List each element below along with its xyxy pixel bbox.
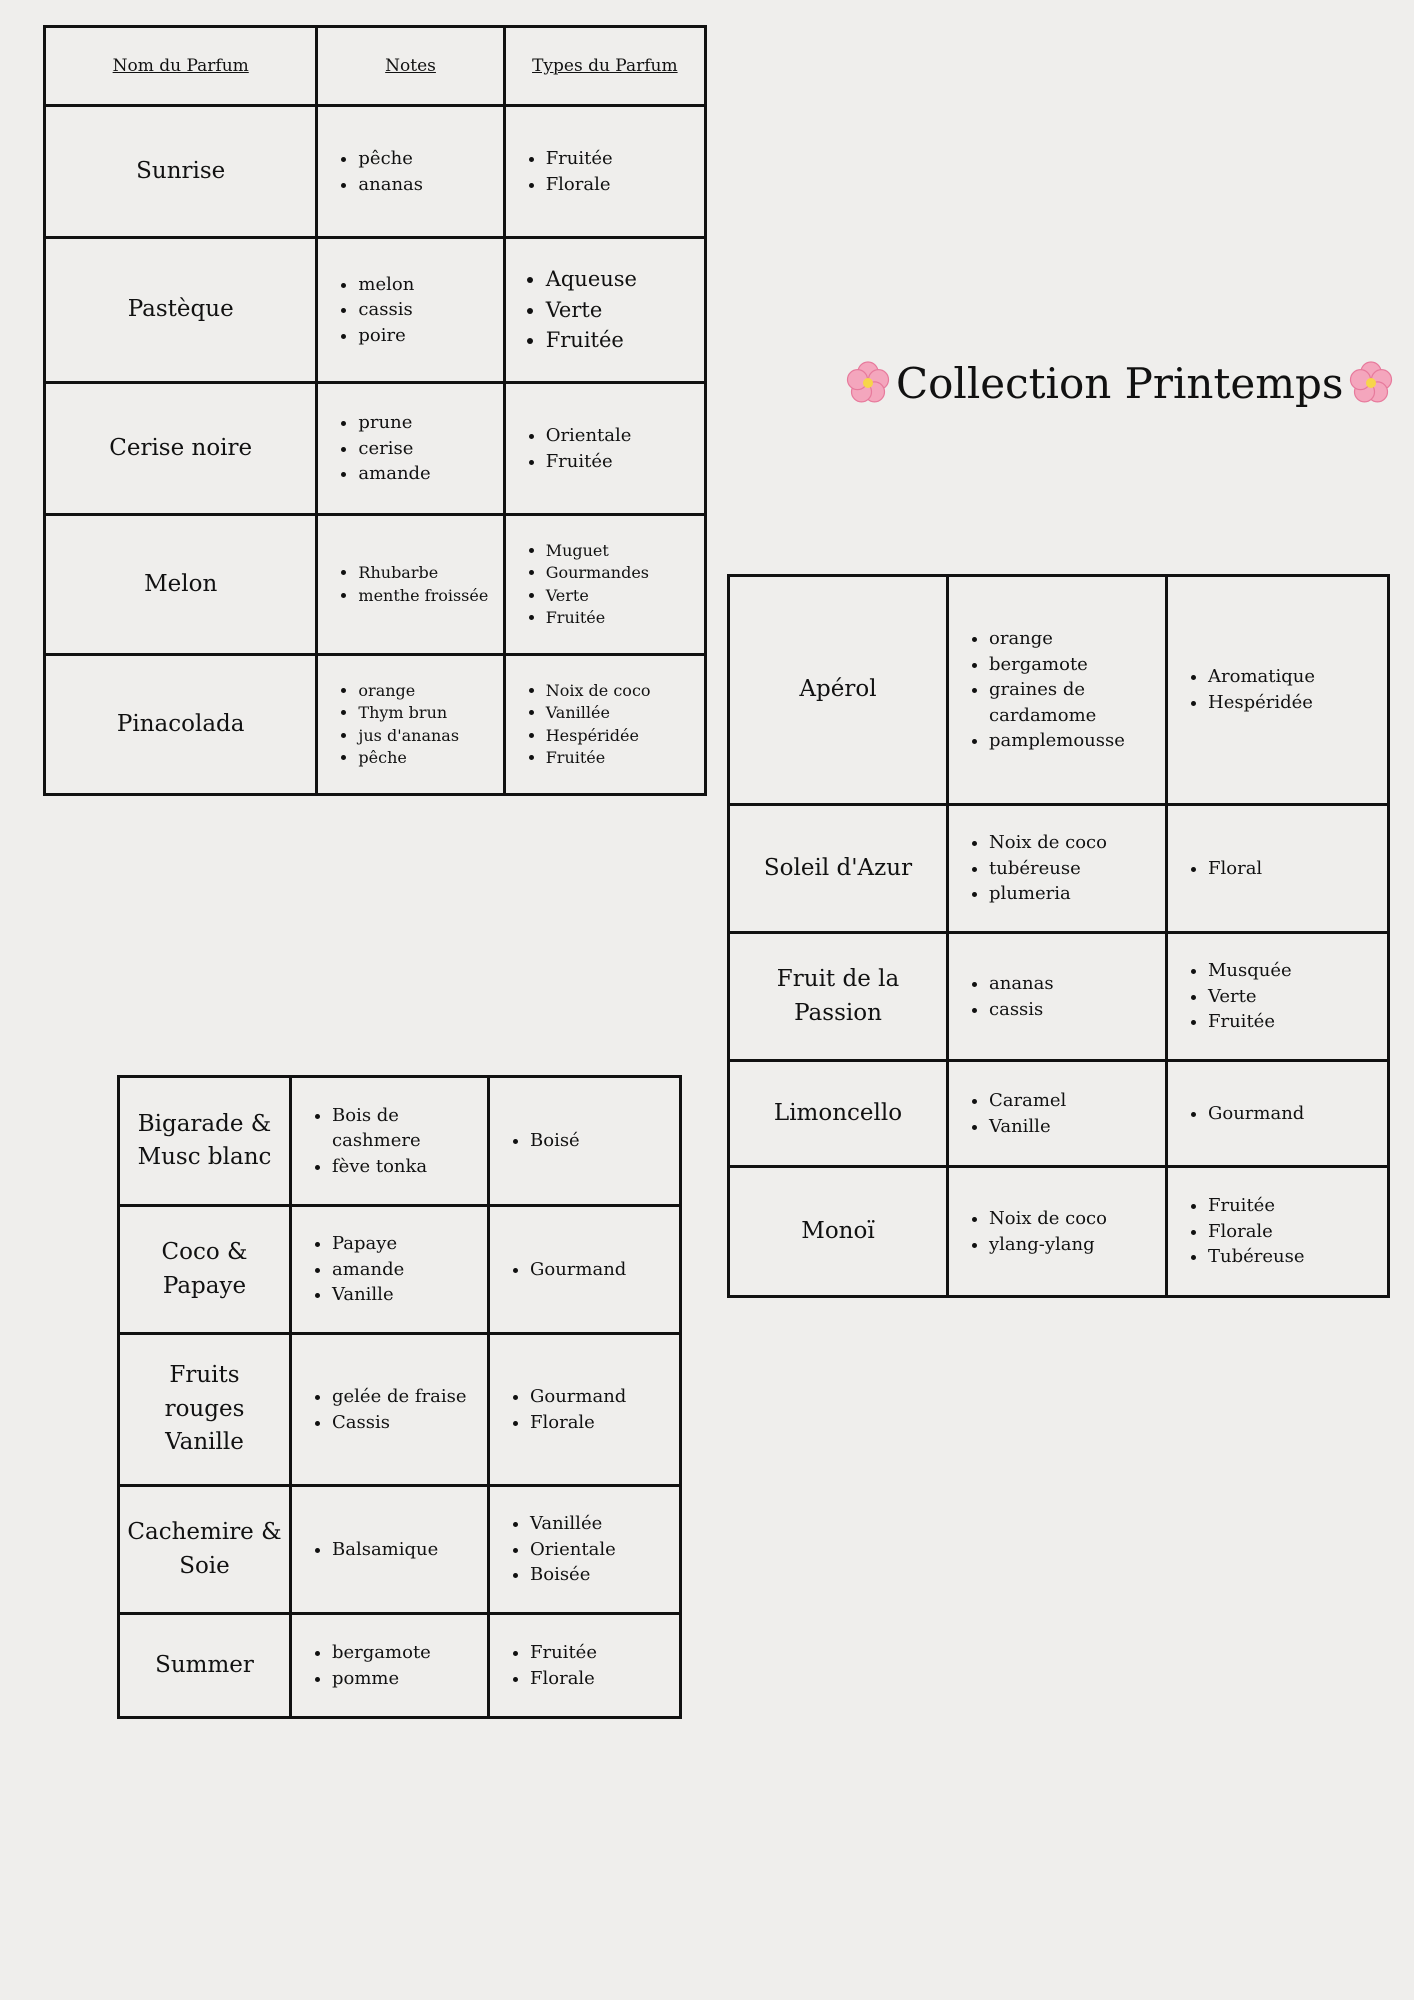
list-item: • pêche	[358, 747, 496, 769]
notes-cell	[291, 1486, 489, 1614]
list-item: • melon	[358, 272, 496, 298]
types-list	[1174, 1193, 1381, 1270]
list-item: • fève tonka	[332, 1154, 481, 1180]
table-row	[45, 383, 706, 515]
perfume-table-2	[727, 574, 1390, 1298]
list-item: • Caramel	[989, 1088, 1159, 1114]
list-item: • Verte	[546, 295, 698, 325]
list-item: • Noix de coco	[546, 680, 698, 702]
types-list	[1174, 664, 1381, 715]
perfume-table-1	[43, 25, 707, 796]
perfume-name: Fruit de la Passion	[729, 933, 948, 1061]
types-list	[1174, 856, 1381, 882]
list-item: • pêche	[358, 146, 496, 172]
notes-list	[298, 1537, 481, 1563]
perfume-name: Limoncello	[729, 1061, 948, 1167]
cherry-blossom-icon	[1349, 361, 1393, 405]
list-item: • Noix de coco	[989, 830, 1159, 856]
types-list	[1174, 1101, 1381, 1127]
notes-list	[955, 1206, 1159, 1257]
list-item: • Musquée	[1208, 958, 1381, 984]
list-item: • Thym brun	[358, 702, 496, 724]
notes-list	[324, 410, 496, 487]
list-item: • Muguet	[546, 540, 698, 562]
notes-cell	[291, 1334, 489, 1486]
types-list	[496, 1511, 673, 1588]
notes-cell	[948, 933, 1167, 1061]
list-item: • ananas	[989, 971, 1159, 997]
perfume-table-3	[117, 1075, 682, 1719]
list-item: • Vanille	[332, 1282, 481, 1308]
types-list	[512, 423, 698, 474]
list-item: • ananas	[358, 172, 496, 198]
list-item: • pomme	[332, 1666, 481, 1692]
list-item: • Boisé	[530, 1128, 673, 1154]
notes-cell	[291, 1206, 489, 1334]
perfume-name: Summer	[119, 1614, 291, 1718]
list-item: • Vanillée	[530, 1511, 673, 1537]
list-item: • Floral	[1208, 856, 1381, 882]
list-item: • Fruitée	[546, 325, 698, 355]
types-list	[496, 1128, 673, 1154]
notes-list	[955, 1088, 1159, 1139]
list-item: • tubéreuse	[989, 856, 1159, 882]
notes-list	[955, 971, 1159, 1022]
types-cell	[1167, 933, 1389, 1061]
types-cell	[504, 655, 705, 795]
table-header-row	[45, 27, 706, 106]
header-types: Types du Parfum	[504, 27, 705, 106]
list-item: • pamplemousse	[989, 728, 1159, 754]
list-item: • Gourmand	[530, 1384, 673, 1410]
table-row	[45, 106, 706, 238]
types-cell	[504, 383, 705, 515]
table-row	[119, 1486, 681, 1614]
perfume-name: Apérol	[729, 576, 948, 805]
list-item: • Fruitée	[546, 146, 698, 172]
list-item: • Rhubarbe	[358, 562, 496, 584]
perfume-name: Fruits rouges Vanille	[119, 1334, 291, 1486]
list-item: • amande	[332, 1257, 481, 1283]
notes-cell	[317, 655, 504, 795]
list-item: • cassis	[358, 297, 496, 323]
cherry-blossom-icon	[846, 361, 890, 405]
notes-list	[324, 680, 496, 770]
list-item: • Boisée	[530, 1562, 673, 1588]
list-item: • Aromatique	[1208, 664, 1381, 690]
table-row	[45, 655, 706, 795]
types-cell	[504, 515, 705, 655]
list-item: • Fruitée	[546, 607, 698, 629]
list-item: • Gourmand	[1208, 1101, 1381, 1127]
table-row	[119, 1614, 681, 1718]
list-item: • Bois de cashmere	[332, 1103, 481, 1154]
notes-list	[298, 1103, 481, 1180]
list-item: • Balsamique	[332, 1537, 481, 1563]
types-list	[512, 680, 698, 770]
notes-list	[324, 272, 496, 349]
table-row	[729, 933, 1389, 1061]
perfume-name: Coco & Papaye	[119, 1206, 291, 1334]
list-item: • Fruitée	[530, 1640, 673, 1666]
types-list	[496, 1384, 673, 1435]
list-item: • Fruitée	[546, 449, 698, 475]
table-row	[119, 1334, 681, 1486]
list-item: • orange	[989, 626, 1159, 652]
types-list	[512, 146, 698, 197]
notes-cell	[948, 576, 1167, 805]
list-item: • Fruitée	[1208, 1009, 1381, 1035]
types-cell	[1167, 1167, 1389, 1297]
list-item: • poire	[358, 323, 496, 349]
types-cell	[504, 238, 705, 383]
notes-list	[298, 1231, 481, 1308]
list-item: • Fruitée	[1208, 1193, 1381, 1219]
list-item: • bergamote	[332, 1640, 481, 1666]
notes-cell	[291, 1077, 489, 1206]
list-item: • amande	[358, 461, 496, 487]
list-item: • Vanillée	[546, 702, 698, 724]
page-title: Collection Printemps	[896, 358, 1344, 408]
list-item: • Verte	[1208, 984, 1381, 1010]
types-list	[512, 264, 698, 355]
collection-title	[846, 352, 1376, 414]
types-list	[496, 1257, 673, 1283]
list-item: • bergamote	[989, 652, 1159, 678]
perfume-name: Cerise noire	[45, 383, 317, 515]
list-item: • Orientale	[530, 1537, 673, 1563]
table-row	[45, 238, 706, 383]
list-item: • cassis	[989, 997, 1159, 1023]
header-name: Nom du Parfum	[45, 27, 317, 106]
list-item: • Cassis	[332, 1410, 481, 1436]
list-item: • Gourmand	[530, 1257, 673, 1283]
table-row	[729, 1061, 1389, 1167]
list-item: • cerise	[358, 436, 496, 462]
notes-list	[955, 626, 1159, 754]
types-cell	[489, 1077, 681, 1206]
perfume-name: Pinacolada	[45, 655, 317, 795]
list-item: • Hespéridée	[1208, 690, 1381, 716]
list-item: • jus d'ananas	[358, 725, 496, 747]
perfume-name: Bigarade & Musc blanc	[119, 1077, 291, 1206]
list-item: • Aqueuse	[546, 264, 698, 294]
list-item: • graines de cardamome	[989, 677, 1159, 728]
perfume-name: Cachemire & Soie	[119, 1486, 291, 1614]
table-row	[729, 576, 1389, 805]
notes-list	[955, 830, 1159, 907]
notes-cell	[291, 1614, 489, 1718]
notes-cell	[948, 1061, 1167, 1167]
perfume-name: Monoï	[729, 1167, 948, 1297]
table-row	[119, 1077, 681, 1206]
types-cell	[1167, 576, 1389, 805]
list-item: • prune	[358, 410, 496, 436]
list-item: • Florale	[1208, 1219, 1381, 1245]
perfume-name: Pastèque	[45, 238, 317, 383]
types-cell	[489, 1206, 681, 1334]
list-item: • Verte	[546, 585, 698, 607]
types-cell	[1167, 805, 1389, 933]
list-item: • Fruitée	[546, 747, 698, 769]
notes-cell	[317, 515, 504, 655]
list-item: • Tubéreuse	[1208, 1244, 1381, 1270]
list-item: • Orientale	[546, 423, 698, 449]
list-item: • Hespéridée	[546, 725, 698, 747]
notes-cell	[317, 383, 504, 515]
types-cell	[489, 1486, 681, 1614]
table-row	[729, 805, 1389, 933]
notes-list	[298, 1384, 481, 1435]
types-list	[496, 1640, 673, 1691]
list-item: • Papaye	[332, 1231, 481, 1257]
list-item: • ylang-ylang	[989, 1232, 1159, 1258]
list-item: • gelée de fraise	[332, 1384, 481, 1410]
types-list	[512, 540, 698, 630]
notes-cell	[317, 238, 504, 383]
types-cell	[489, 1614, 681, 1718]
notes-list	[298, 1640, 481, 1691]
types-cell	[1167, 1061, 1389, 1167]
list-item: • menthe froissée	[358, 585, 496, 607]
perfume-name: Soleil d'Azur	[729, 805, 948, 933]
notes-cell	[317, 106, 504, 238]
list-item: • Florale	[546, 172, 698, 198]
notes-list	[324, 146, 496, 197]
perfume-name: Sunrise	[45, 106, 317, 238]
header-notes: Notes	[317, 27, 504, 106]
table-row	[119, 1206, 681, 1334]
list-item: • Florale	[530, 1666, 673, 1692]
perfume-name: Melon	[45, 515, 317, 655]
notes-cell	[948, 1167, 1167, 1297]
types-cell	[489, 1334, 681, 1486]
list-item: • Gourmandes	[546, 562, 698, 584]
table-row	[729, 1167, 1389, 1297]
list-item: • orange	[358, 680, 496, 702]
types-list	[1174, 958, 1381, 1035]
list-item: • Florale	[530, 1410, 673, 1436]
list-item: • Noix de coco	[989, 1206, 1159, 1232]
list-item: • Vanille	[989, 1114, 1159, 1140]
list-item: • plumeria	[989, 881, 1159, 907]
table-row	[45, 515, 706, 655]
notes-cell	[948, 805, 1167, 933]
types-cell	[504, 106, 705, 238]
notes-list	[324, 562, 496, 607]
